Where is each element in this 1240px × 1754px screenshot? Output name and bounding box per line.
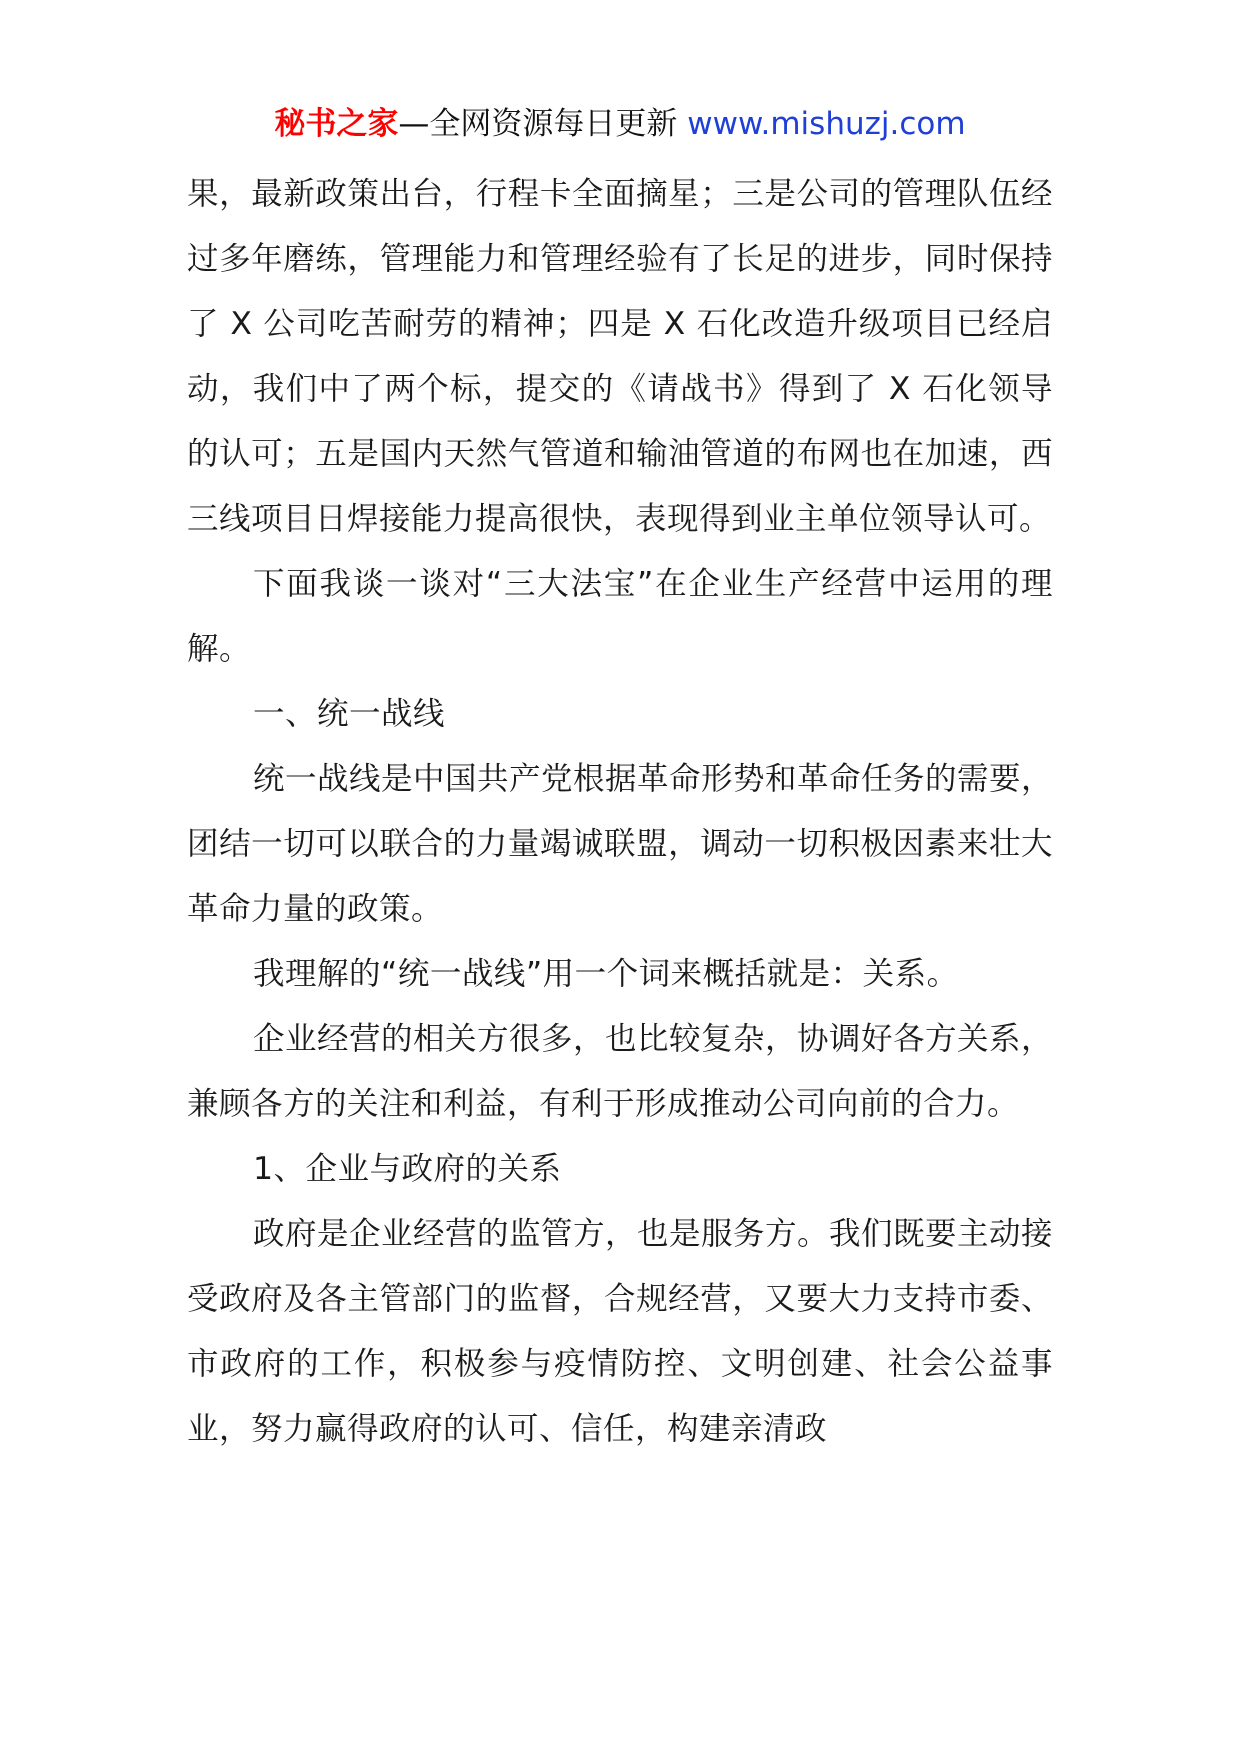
paragraph-3: 统一战线是中国共产党根据革命形势和革命任务的需要，团结一切可以联合的力量竭诚联盟，调动一切积极因素来壮大革命力量的政策。 (187, 761, 1054, 927)
paragraph-1: 果，最新政策出台，行程卡全面摘星；三是公司的管理队伍经过多年磨练，管理能力和管理经验有了长足的进步，同时保持了 X 公司吃苦耐劳的精神；四是 X 石化改造升级项目已经启动，我们中了两个标，提交的《请战书》得到了 X 石化领导的认可；五是国内天然气管道和输油管道的布网也在加速，西三线项目日焊接能力提高很快，表现得到业主单位领导认可。 (187, 176, 1053, 537)
site-header (0, 102, 1240, 146)
brand-name: 秘书之家 (274, 106, 399, 142)
site-url-link[interactable]: www.mishuzj.com (687, 106, 966, 142)
header-slogan: —全网资源每日更新 (398, 106, 678, 142)
paragraph-4: 我理解的“统一战线”用一个词来概括就是：关系。 (253, 956, 959, 992)
section-heading-united-front: 一、统一战线 (253, 696, 446, 732)
subsection-heading-government: 1、企业与政府的关系 (253, 1151, 562, 1187)
paragraph-2: 下面我谈一谈对“三大法宝”在企业生产经营中运用的理解。 (187, 566, 1053, 667)
paragraph-6: 政府是企业经营的监管方，也是服务方。我们既要主动接受政府及各主管部门的监督，合规经营，又要大力支持市委、市政府的工作，积极参与疫情防控、文明创建、社会公益事业，努力赢得政府的认可、信任，构建亲清政 (187, 1216, 1054, 1447)
document-body (187, 162, 1053, 1462)
paragraph-5: 企业经营的相关方很多，也比较复杂，协调好各方关系，兼顾各方的关注和利益，有利于形成推动公司向前的合力。 (187, 1021, 1054, 1122)
